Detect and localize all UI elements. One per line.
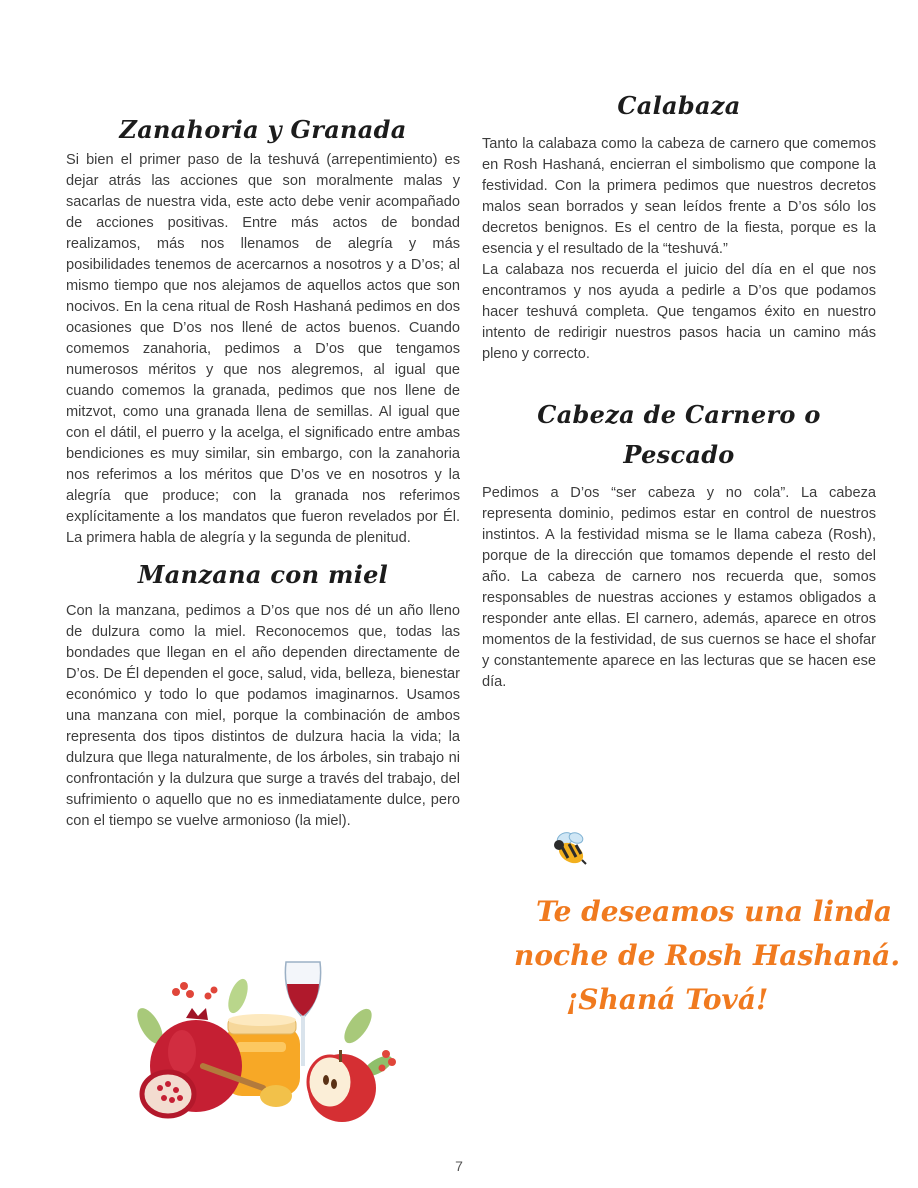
heading-cabeza-carnero: Cabeza de Carnero o Pescado [537,400,821,469]
paragraph-cabeza-carnero: Pedimos a D’os “ser cabeza y no cola”. La cabeza representa dominio, pedimos estar en control de nuestros instintos. A la festividad misma se le llama cabeza (Rosh), porque de la dirección que tomamos depende el resto del año. La cabeza de carnero nos recuerda que, somos responsables de nuestras acciones y estamos obligados a responder ante ellas. El carnero, además, aparece en otros momentos de la festividad, de sus cuernos se hace el shofar y constantemente aparece en las lecturas que se hacen ese día. [482,485,876,690]
paragraph-calabaza-1: Tanto la calabaza como la cabeza de carnero que comemos en Rosh Hashaná, encierran el simbolismo que compone la festividad. Con la primera pedimos que nuestros decretos malos sean borrados y sean leídos frente a D’os sólo los decretos benignos. Es el centro de la fiesta, porque es la esencia y el resultado de la “teshuvá.” [482,136,876,257]
greeting-line-1: Te deseamos una linda [536,895,893,928]
greeting-message [508,890,901,1022]
heading-manzana-miel: Manzana con miel [137,560,389,589]
paragraph-zanahoria-granada: Si bien el primer paso de la teshuvá (arrepentimiento) es dejar atrás las acciones que son moralmente malas y sacarlas de nuestra vida, este acto debe venir acompañado de acciones positivas. Entre más actos de bondad realizamos, más nos llenamos de alegría y más posibilidades tenemos de acercarnos a nosotros y a D’os; al mismo tiempo que nos alejamos de aquellos actos que son nocivos. En la cena ritual de Rosh Hashaná pedimos en dos ocasiones que D’os nos llené de actos buenos. Cuando comemos zanahoria, pedimos a D’os que tengamos numerosos méritos y que nos alegremos, al igual que cuando comemos la granada, pedimos que nos llene de mitzvot, como una granada llena de semillas. Al igual que con el dátil, el puerro y la acelga, el significado entre ambas bendiciones es muy similar, sin embargo, con la zanahoria nos referimos a los méritos que D’os ve en nosotros y la alegría que produce; con la granada nos referimos explícitamente a los mandatos que fueron revelados por Él. La primera habla de alegría y la segunda de plenitud. [66,152,460,546]
left-column [66,110,460,832]
greeting-line-3: ¡Shaná Tová! [566,983,769,1016]
bee-icon [546,828,592,874]
page-number: 7 [455,1158,463,1174]
paragraph-manzana-miel: Con la manzana, pedimos a D’os que nos dé un año lleno de dulzura como la miel. Reconocemos que, todas las bondades que llegan en el año dependen directamente de D’os. De Él dependen el goce, salud, vida, belleza, bienestar económico y todo lo que podamos imaginarnos. Usamos una manzana con miel, porque la combinación de ambos representa dos tipos distintos de dulzura hacia la vida; la dulzura que llega naturalmente, de los árboles, sin trabajo ni confrontación y la dulzura que surge a través del trabajo, del sufrimiento o aquello que no es inmediatamente dulce, pero con el tiempo se vuelve armonioso (la miel). [66,603,460,829]
greeting-line-2: noche de Rosh Hashaná. [514,939,901,972]
paragraph-calabaza-2: La calabaza nos recuerda el juicio del día en el que nos encontramos y nos ayuda a pedirle a D’os que podamos hacer teshuvá completa. Que tengamos éxito en nuestro intento de redirigir nuestros pasos hacia un camino más pleno y correcto. [482,262,876,362]
heading-calabaza: Calabaza [617,91,741,120]
heading-zanahoria-granada: Zanahoria y Granada [119,115,407,144]
rosh-hashana-illustration [128,956,404,1128]
right-column [482,86,876,693]
